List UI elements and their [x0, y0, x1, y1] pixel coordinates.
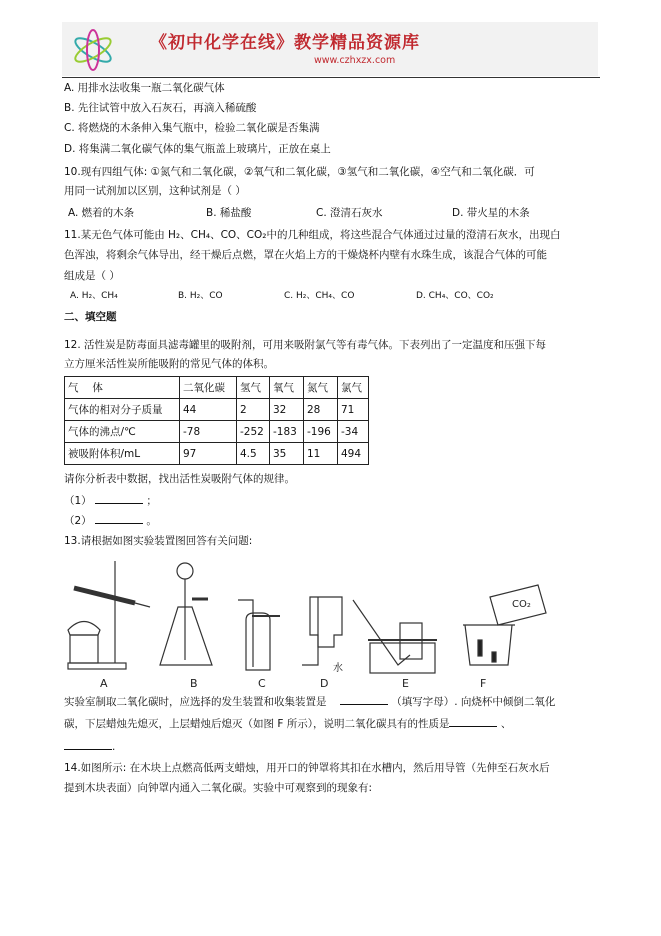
table-cell: 44 — [180, 399, 237, 421]
q9-option-b: B. 先往试管中放入石灰石，再滴入稀硫酸 — [64, 102, 257, 114]
table-header-row — [65, 377, 369, 399]
atom-logo-icon — [70, 28, 116, 72]
q11-option-b: B. H₂、CO — [178, 291, 223, 301]
table-cell: -183 — [270, 421, 304, 443]
label-f: F — [480, 677, 487, 690]
apparatus-d — [302, 597, 342, 665]
punct: 、 — [500, 718, 512, 730]
q9-option-d: D. 将集满二氧化碳气体的集气瓶盖上玻璃片，正放在桌上 — [64, 143, 331, 155]
table-row — [65, 443, 369, 465]
table-cell: 71 — [338, 399, 369, 421]
header-title: 《初中化学在线》教学精品资源库 — [150, 33, 420, 53]
q11-option-c: C. H₂、CH₄、CO — [284, 291, 355, 301]
table-cell: 2 — [237, 399, 270, 421]
apparatus-a — [68, 561, 150, 669]
table-cell: 氢气 — [237, 377, 270, 399]
header-divider — [62, 77, 600, 78]
q10-option-a: A. 燃着的木条 — [68, 207, 135, 219]
table-row — [65, 399, 369, 421]
answer-blank-3[interactable] — [340, 693, 388, 705]
table-cell: 氯气 — [338, 377, 369, 399]
answer-blank-4[interactable] — [449, 715, 497, 727]
q11-text: 11.某无色气体可能由 H₂、CH₄、CO、CO₂中的几种组成，将这些混合气体通过过量的澄清石灰水，出现白 — [64, 229, 561, 241]
label-e: E — [402, 677, 409, 690]
q11-text-2: 色浑浊，将剩余气体导出，经干燥后点燃，罩在火焰上方的干燥烧杯内壁有水珠生成，该混合气体的可能 — [64, 249, 547, 261]
table-cell: 4.5 — [237, 443, 270, 465]
table-cell: -252 — [237, 421, 270, 443]
label-b: B — [190, 677, 198, 690]
q12-text: 12. 活性炭是防毒面具滤毒罐里的吸附剂，可用来吸附氯气等有毒气体。下表列出了一定温度和压强下每 — [64, 339, 547, 351]
table-cell: -196 — [304, 421, 338, 443]
header-url: www.czhxzx.com — [314, 55, 396, 66]
table-cell: 气 体 — [65, 377, 180, 399]
table-cell: 35 — [270, 443, 304, 465]
blank-1-label: （1） — [64, 495, 92, 507]
q10-option-d: D. 带火星的木条 — [452, 207, 530, 219]
table-cell: 494 — [338, 443, 369, 465]
apparatus-e — [353, 600, 437, 673]
q9-option-c: C. 将燃烧的木条伸入集气瓶中，检验二氧化碳是否集满 — [64, 122, 320, 134]
q12-prompt: 请你分析表中数据，找出活性炭吸附气体的规律。 — [64, 473, 295, 485]
q12-text-2: 立方厘米活性炭所能吸附的常见气体的体积。 — [64, 358, 274, 370]
table-cell: 11 — [304, 443, 338, 465]
q11-option-a: A. H₂、CH₄ — [70, 291, 118, 301]
apparatus-c — [238, 600, 280, 670]
answer-blank-1[interactable] — [95, 492, 143, 504]
answer-blank-2[interactable] — [95, 512, 143, 524]
label-c: C — [258, 677, 266, 690]
q11-text-3: 组成是（ ） — [64, 270, 120, 282]
apparatus-f — [463, 585, 546, 665]
q10-text: 10.现有四组气体: ①氮气和二氧化碳，②氧气和二氧化碳，③氢气和二氧化碳，④空气和二氧化碳．可 — [64, 166, 535, 178]
punct: 。 — [146, 515, 157, 527]
table-cell: -78 — [180, 421, 237, 443]
co2-label: CO₂ — [512, 599, 531, 610]
table-cell: 32 — [270, 399, 304, 421]
q10-option-c: C. 澄清石灰水 — [316, 207, 383, 219]
q14-text: 14.如图所示: 在木块上点燃高低两支蜡烛，用开口的钟罩将其扣在水槽内，然后用导管（先伸至石灰水后 — [64, 762, 550, 774]
table-cell: 氮气 — [304, 377, 338, 399]
apparatus-b — [160, 563, 212, 665]
table-cell: 氧气 — [270, 377, 304, 399]
label-d: D — [320, 677, 329, 690]
q13-text-a: 实验室制取二氧化碳时，应选择的发生装置和收集装置是 — [64, 696, 327, 708]
table-cell: 气体的相对分子质量 — [65, 399, 180, 421]
water-label: 水 — [333, 663, 343, 674]
q13-text-c: 碳，下层蜡烛先熄灭，上层蜡烛后熄灭（如图 F 所示），说明二氧化碳具有的性质是 — [64, 718, 450, 730]
q13-text-b: （填写字母）. 向烧杯中倾倒二氧化 — [391, 696, 556, 708]
label-a: A — [100, 677, 108, 690]
table-row — [65, 421, 369, 443]
table-cell: 97 — [180, 443, 237, 465]
q13-text: 13.请根据如图实验装置图回答有关问题: — [64, 535, 253, 547]
table-cell: 二氧化碳 — [180, 377, 237, 399]
blank-2-label: （2） — [64, 515, 92, 527]
q10-option-b: B. 稀盐酸 — [206, 207, 252, 219]
table-cell: -34 — [338, 421, 369, 443]
q10-text-2: 用同一试剂加以区别，这种试剂是（ ） — [64, 185, 246, 197]
section-heading: 二、填空题 — [64, 311, 117, 323]
answer-blank-5[interactable] — [64, 738, 112, 750]
q14-text-2: 提到木块表面）向钟罩内通入二氧化碳。实验中可观察到的现象有: — [64, 782, 373, 794]
gas-table — [64, 376, 369, 465]
table-cell: 被吸附体积/mL — [65, 443, 180, 465]
q9-option-a: A. 用排水法收集一瓶二氧化碳气体 — [64, 82, 225, 94]
q11-option-d: D. CH₄、CO、CO₂ — [416, 291, 494, 301]
apparatus-figure — [60, 555, 610, 690]
punct: . — [112, 741, 116, 753]
table-cell: 气体的沸点/℃ — [65, 421, 180, 443]
punct: ； — [146, 495, 157, 507]
table-cell: 28 — [304, 399, 338, 421]
